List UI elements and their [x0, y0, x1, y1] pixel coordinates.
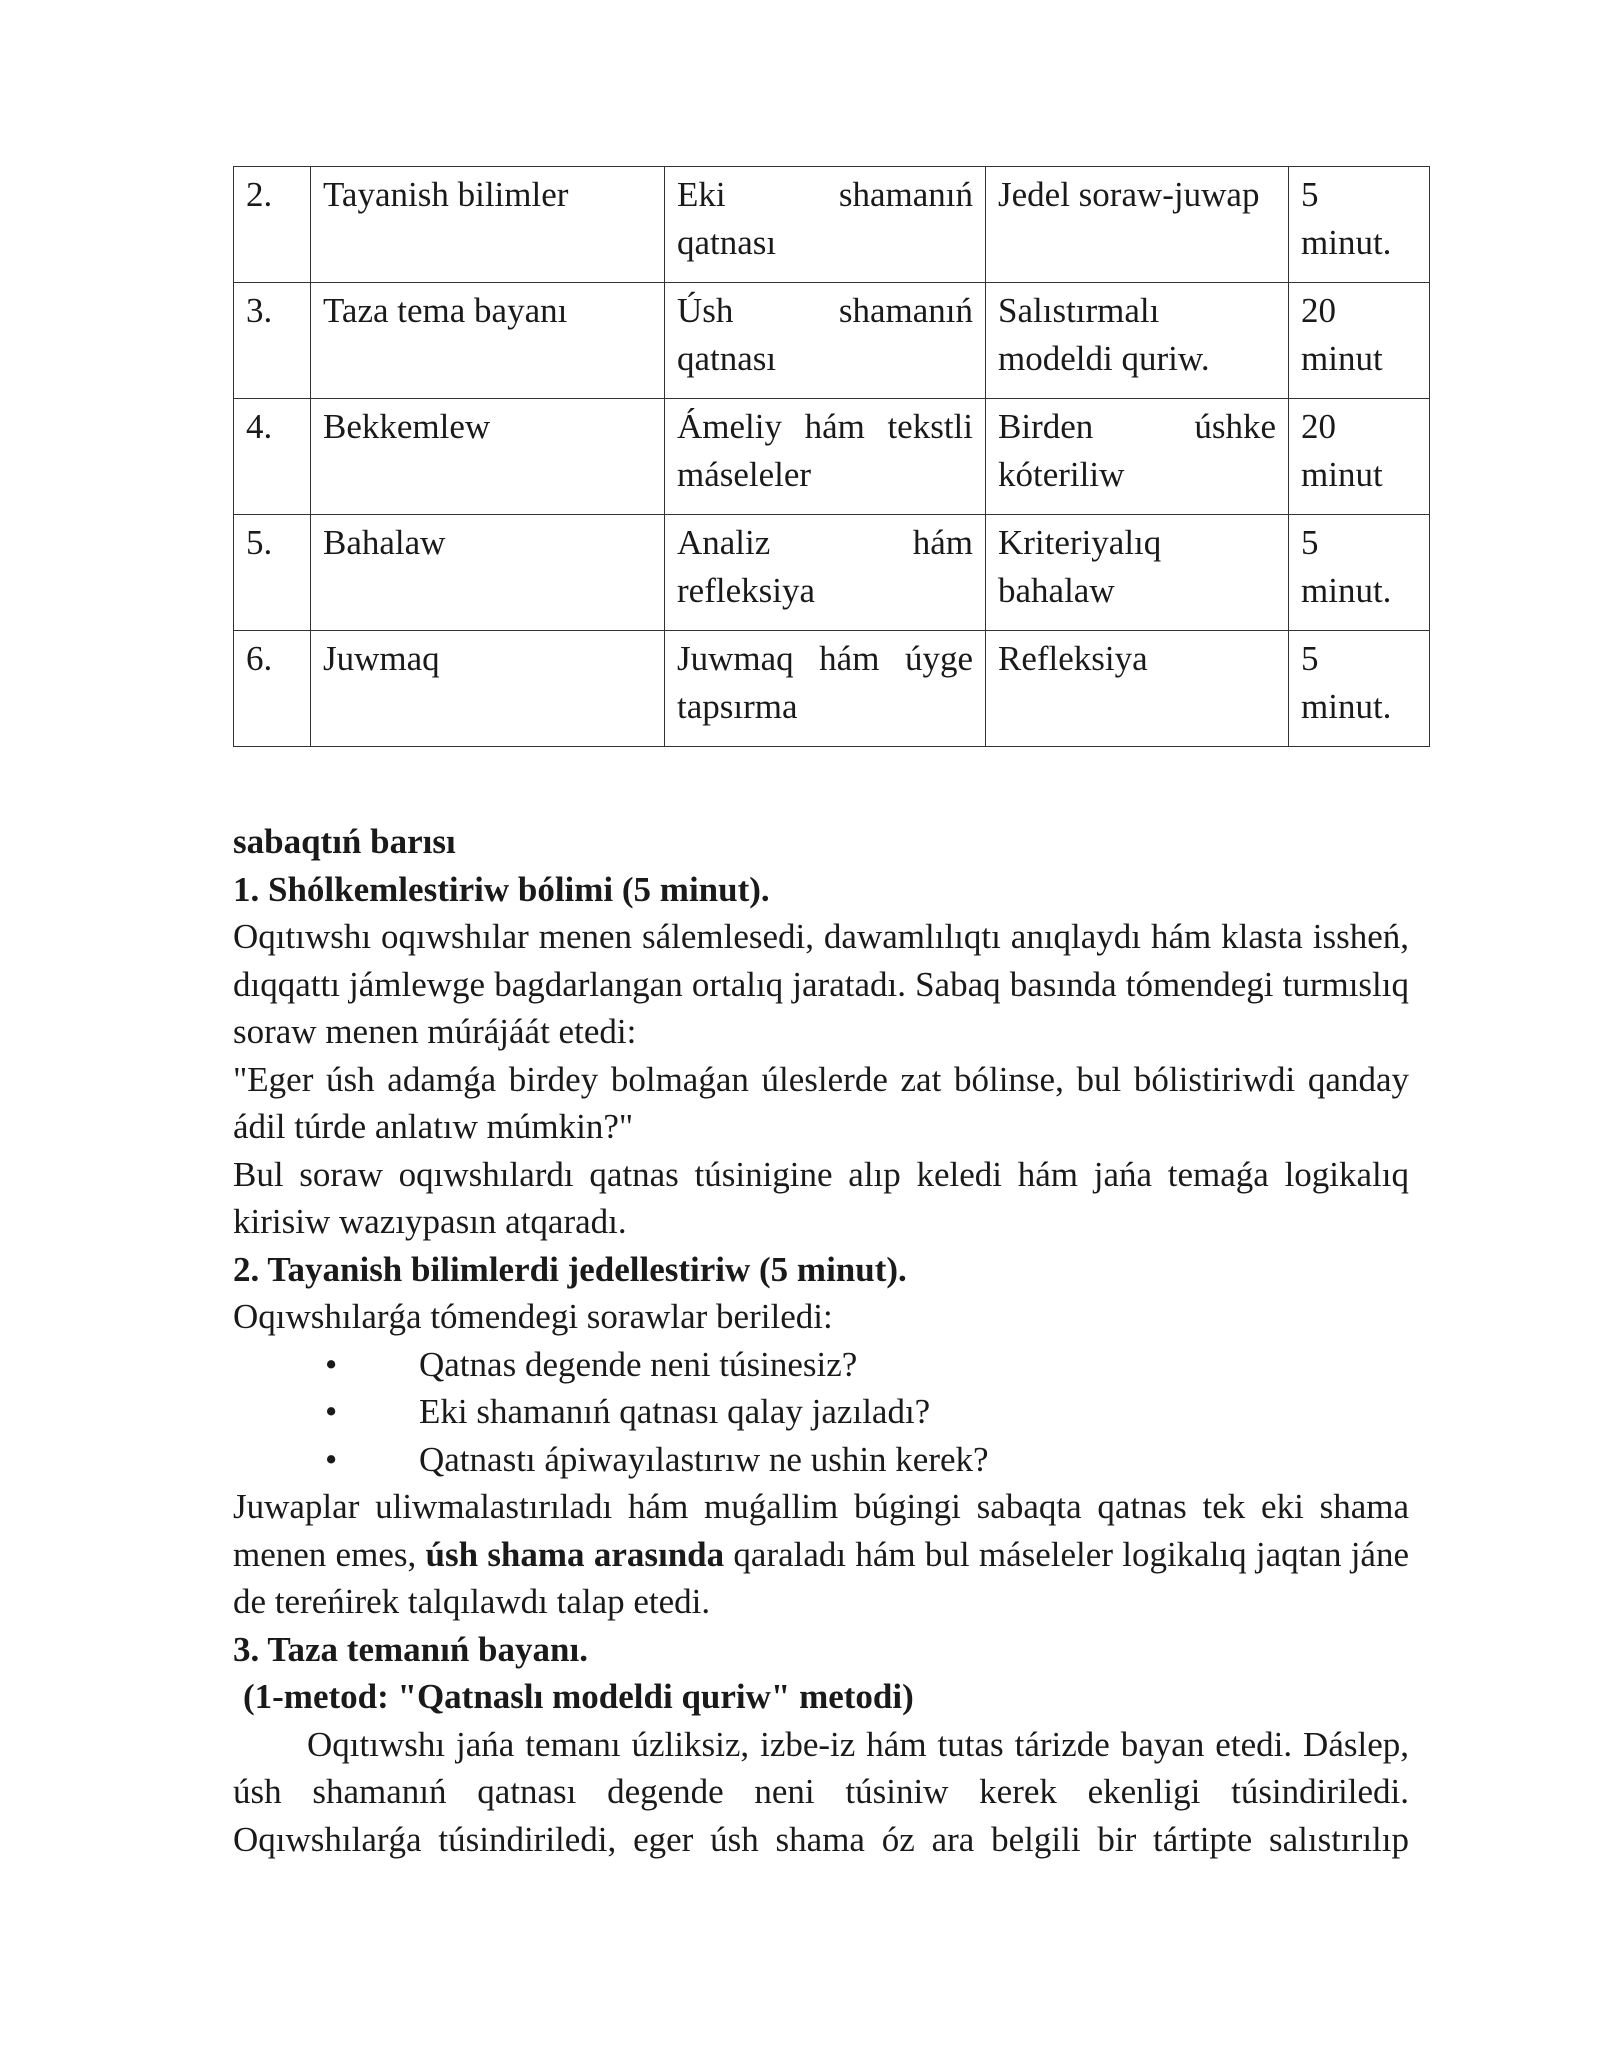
quote-paragraph: "Eger úsh adamǵa birdey bolmaǵan úleslerde zat bólinse, bul bólistiriwdi qanday ádil túrde anlatıw múmkin?"	[233, 1059, 1409, 1146]
section-title: sabaqtıń barısı	[233, 822, 456, 861]
table-cell-time: 20 minut	[1289, 399, 1430, 515]
table-cell-method: Jedel soraw-juwap	[986, 167, 1289, 283]
list-item-text: Qatnastı ápiwayılastırıw ne ushin kerek?	[419, 1439, 989, 1479]
paragraph-text: Juwaplar uliwmalastırıladı hám muǵallim búgingi sabaqta qatnas tek eki shama menen emes,	[233, 1487, 1409, 1574]
table-cell-method: Kriteriyalıq bahalaw	[986, 515, 1289, 631]
bold-phrase: úsh shama arasında	[425, 1534, 725, 1574]
lesson-plan-table	[233, 166, 1430, 747]
paragraph: Oqıtıwshı oqıwshılar menen sálemlesedi, dawamlılıqtı anıqlaydı hám klasta issheń, dıqqattı jámlewge bagdarlangan ortalıq jaratadı. Sabaq basında tómendegi turmıslıq soraw menen múrájáát etedi:	[233, 917, 1409, 1051]
paragraph-text: qaraladı hám bul máseleler logikalıq jaqtan jáne de tereńirek talqılawdı talap etedi.	[233, 1534, 1410, 1621]
table-row	[234, 515, 1430, 631]
paragraph: Oqıwshılarǵa tómendegi sorawlar beriledi:	[233, 1297, 833, 1336]
section-heading-3: 3. Taza temanıń bayanı.	[233, 1629, 588, 1669]
table-cell-number: 6.	[234, 631, 311, 747]
table-cell-number: 5.	[234, 515, 311, 631]
list-item	[233, 1388, 1409, 1436]
paragraph: Bul soraw oqıwshılardı qatnas túsinigine alıp keledi hám jańa temaǵa logikalıq kirisiw wazıypasın atqaradı.	[233, 1154, 1409, 1241]
table-cell-method: Birden úshke kóteriliw	[986, 399, 1289, 515]
table-row	[234, 631, 1430, 747]
paragraph: Oqıtıwshı jańa temanı úzliksiz, izbe-iz hám tutas tárizde bayan etedi. Dáslep, úsh shamanıń qatnası degende neni túsiniw kerek ekenligi túsindiriledi. Oqıwshılarǵa túsindiriledi, eger úsh shama óz ara belgili bir tártipte salıstırılıp	[233, 1724, 1409, 1859]
method-heading: (1-metod: "Qatnaslı modeldi quriw" metodi)	[243, 1677, 914, 1716]
lesson-body	[233, 818, 1409, 1863]
table-cell-content: Juwmaq hám úyge tapsırma	[665, 631, 986, 747]
table-cell-time: 5 minut.	[1289, 167, 1430, 283]
table-cell-time: 5 minut.	[1289, 631, 1430, 747]
bullet-icon: •	[325, 1392, 338, 1431]
list-item	[233, 1436, 1409, 1484]
section-heading-2: 2. Tayanish bilimlerdi jedellestiriw (5 minut).	[233, 1249, 907, 1289]
bullet-icon: •	[325, 1344, 338, 1384]
table-cell-number: 3.	[234, 283, 311, 399]
table-cell-stage: Juwmaq	[311, 631, 665, 747]
table-cell-content: Úsh shamanıń qatnası	[665, 283, 986, 399]
table-cell-time: 20 minut	[1289, 283, 1430, 399]
section-heading-1: 1. Shólkemlestiriw bólimi (5 minut).	[233, 869, 770, 909]
bullet-icon: •	[325, 1439, 338, 1479]
table-cell-stage: Tayanish bilimler	[311, 167, 665, 283]
list-item-text: Qatnas degende neni túsinesiz?	[419, 1344, 858, 1384]
list-item	[233, 1341, 1409, 1389]
table-cell-time: 5 minut.	[1289, 515, 1430, 631]
table-cell-content: Analiz hám refleksiya	[665, 515, 986, 631]
table-row	[234, 283, 1430, 399]
table-cell-number: 4.	[234, 399, 311, 515]
paragraph	[233, 1483, 1409, 1626]
table-row	[234, 167, 1430, 283]
table-cell-method: Salıstırmalı modeldi quriw.	[986, 283, 1289, 399]
table-row	[234, 399, 1430, 515]
table-cell-content: Eki shamanıń qatnası	[665, 167, 986, 283]
table-cell-stage: Bekkemlew	[311, 399, 665, 515]
table-cell-content: Ámeliy hám tekstli máseleler	[665, 399, 986, 515]
table-cell-stage: Taza tema bayanı	[311, 283, 665, 399]
table-cell-stage: Bahalaw	[311, 515, 665, 631]
question-list	[233, 1341, 1409, 1484]
table-cell-method: Refleksiya	[986, 631, 1289, 747]
table-cell-number: 2.	[234, 167, 311, 283]
list-item-text: Eki shamanıń qatnası qalay jazıladı?	[419, 1392, 931, 1431]
